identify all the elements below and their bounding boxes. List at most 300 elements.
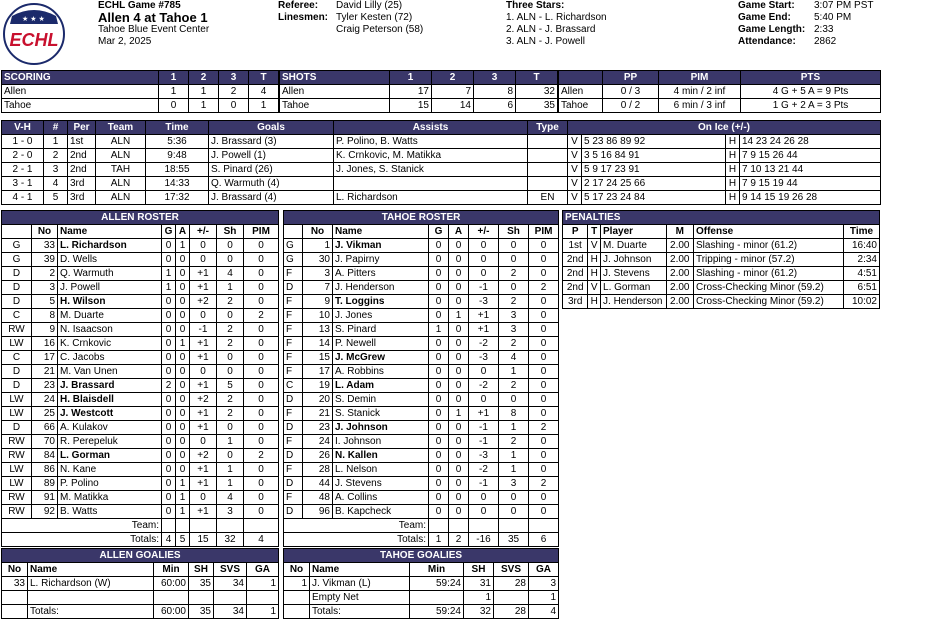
cell: 7: [432, 85, 474, 99]
cell: 0: [190, 491, 217, 505]
cell: 0: [162, 239, 176, 253]
cell: [528, 135, 568, 149]
cell: 15: [390, 99, 432, 113]
attendance: 2862: [814, 36, 837, 47]
cell: 8: [32, 309, 58, 323]
cell: 0: [429, 477, 449, 491]
col-header: P: [563, 225, 588, 239]
cell: 8: [499, 407, 529, 421]
cell: 3 - 1: [2, 177, 44, 191]
cell: 1: [249, 99, 279, 113]
game-times: [738, 0, 873, 48]
player-row: [2, 281, 279, 295]
game-date: Mar 2, 2025: [98, 36, 152, 47]
cell: 6 min / 3 inf: [659, 99, 741, 113]
player-row: [2, 337, 279, 351]
cell: 2.00: [666, 295, 693, 309]
player-row: [284, 449, 559, 463]
cell: 0: [190, 365, 217, 379]
cell: S. Pinard (26): [209, 163, 334, 177]
cell: 0: [449, 295, 469, 309]
cell: 2: [217, 295, 244, 309]
cell: H: [588, 253, 601, 267]
cell: L. Gorman: [601, 281, 667, 295]
cell: +1: [190, 351, 217, 365]
player-row: [284, 477, 559, 491]
cell: -1: [469, 477, 499, 491]
player-name: J. Stevens: [333, 477, 429, 491]
cell: 0: [469, 365, 499, 379]
cell: 4: [162, 533, 176, 547]
linesmen-label: Linesmen:: [278, 12, 329, 23]
cell: +2: [190, 449, 217, 463]
player-name: N. Kane: [58, 463, 162, 477]
svg-text:★ ★ ★: ★ ★ ★: [22, 16, 45, 23]
cell: Totals:: [28, 605, 154, 619]
cell: D: [284, 421, 303, 435]
cell: 0: [429, 267, 449, 281]
cell: 14: [303, 337, 333, 351]
allen-roster-table: [1, 210, 279, 547]
echl-logo: [2, 2, 66, 66]
cell: [247, 591, 279, 605]
cell: 1: [217, 477, 244, 491]
table-row: [559, 85, 881, 99]
cell: C: [284, 379, 303, 393]
cell: 60:00: [154, 577, 189, 591]
player-row: [2, 365, 279, 379]
cell: 0: [244, 337, 279, 351]
cell: [2, 605, 28, 619]
player-row: [284, 281, 559, 295]
tahoe-roster-title: TAHOE ROSTER: [284, 211, 559, 225]
col-header: PIM: [529, 225, 559, 239]
cell: 0: [244, 295, 279, 309]
cell: 0: [529, 267, 559, 281]
cell: -2: [469, 379, 499, 393]
cell: 2: [529, 477, 559, 491]
cell: 33: [2, 577, 28, 591]
player-row: [284, 309, 559, 323]
cell: 1: [499, 463, 529, 477]
player-name: M. Van Unen: [58, 365, 162, 379]
team-name: Allen: [280, 85, 390, 99]
cell: 0: [176, 309, 190, 323]
col-header: SH: [464, 563, 494, 577]
cell: 35: [189, 605, 214, 619]
col-header: T: [249, 71, 279, 85]
venue: Tahoe Blue Event Center: [98, 24, 210, 35]
cell: -1: [469, 281, 499, 295]
cell: 2: [217, 393, 244, 407]
cell: TAH: [96, 163, 146, 177]
cell: 0: [429, 449, 449, 463]
totals-label: Totals:: [2, 533, 162, 547]
player-row: [2, 505, 279, 519]
cell: 24: [303, 435, 333, 449]
cell: 0: [469, 393, 499, 407]
player-name: S. Demin: [333, 393, 429, 407]
cell: 0: [449, 421, 469, 435]
cell: 2:34: [844, 253, 880, 267]
cell: D: [2, 365, 32, 379]
attendance-label: Attendance:: [738, 36, 796, 47]
cell: 4 min / 2 inf: [659, 85, 741, 99]
cell: +1: [469, 323, 499, 337]
cell: 1: [162, 267, 176, 281]
cell: 0: [244, 435, 279, 449]
player-name: C. Jacobs: [58, 351, 162, 365]
team-label: Team:: [2, 519, 162, 533]
cell: 2nd: [563, 281, 588, 295]
cell: 4 - 1: [2, 191, 44, 205]
player-name: B. Watts: [58, 505, 162, 519]
cell: 0: [469, 239, 499, 253]
cell: -1: [469, 421, 499, 435]
cell: 39: [32, 253, 58, 267]
cell: 0: [176, 379, 190, 393]
cell: J. Powell (1): [209, 149, 334, 163]
cell: 3: [499, 309, 529, 323]
cell: 1: [449, 407, 469, 421]
player-name: P. Newell: [333, 337, 429, 351]
cell: C: [2, 309, 32, 323]
cell: +1: [190, 421, 217, 435]
col-header: [559, 71, 603, 85]
col-header: SH: [189, 563, 214, 577]
col-header: Per: [68, 121, 96, 135]
cell: 1: [217, 281, 244, 295]
cell: D: [284, 505, 303, 519]
game-info: [98, 0, 209, 48]
cell: +1: [190, 463, 217, 477]
team-name: Tahoe: [559, 99, 603, 113]
player-name: H. Blaisdell: [58, 393, 162, 407]
cell: 21: [303, 407, 333, 421]
cell: +1: [190, 337, 217, 351]
cell: 0: [190, 239, 217, 253]
cell: 0: [217, 449, 244, 463]
player-row: [284, 267, 559, 281]
player-row: [284, 253, 559, 267]
referee-label: Referee:: [278, 0, 319, 11]
col-header: 1: [390, 71, 432, 85]
cell: M. Duarte: [601, 239, 667, 253]
cell: 1: [162, 281, 176, 295]
cell: 2: [217, 407, 244, 421]
col-header: PIM: [244, 225, 279, 239]
cell: V: [568, 177, 582, 191]
player-name: J. Henderson: [333, 281, 429, 295]
cell: L. Richardson (W): [28, 577, 154, 591]
cell: 0: [217, 309, 244, 323]
cell: 14 23 24 26 28: [740, 135, 881, 149]
cell: LW: [2, 463, 32, 477]
cell: V: [568, 191, 582, 205]
cell: Cross-Checking Minor (59.2): [693, 281, 843, 295]
cell: 2: [529, 421, 559, 435]
cell: G: [2, 239, 32, 253]
goal-row: [2, 135, 881, 149]
cell: 0: [449, 449, 469, 463]
cell: 0: [429, 309, 449, 323]
cell: 26: [303, 449, 333, 463]
cell: 0: [162, 253, 176, 267]
col-header: M: [666, 225, 693, 239]
cell: 3: [303, 267, 333, 281]
star-2: 2. ALN - J. Brassard: [506, 24, 596, 35]
cell: H: [726, 135, 740, 149]
cell: 1st: [68, 135, 96, 149]
cell: 0: [162, 393, 176, 407]
col-header: A: [176, 225, 190, 239]
cell: 4:51: [844, 267, 880, 281]
cell: 0: [176, 407, 190, 421]
col-header: No: [32, 225, 58, 239]
player-name: Q. Warmuth: [58, 267, 162, 281]
cell: 34: [214, 577, 247, 591]
cell: 2: [32, 267, 58, 281]
cell: J. Henderson: [601, 295, 667, 309]
cell: +2: [190, 295, 217, 309]
cell: 28: [303, 463, 333, 477]
penalties-title: PENALTIES: [563, 211, 880, 225]
cell: 2 17 24 25 66: [582, 177, 726, 191]
col-header: +/-: [469, 225, 499, 239]
col-header: Goals: [209, 121, 334, 135]
cell: 10:02: [844, 295, 880, 309]
player-name: L. Nelson: [333, 463, 429, 477]
cell: V: [588, 281, 601, 295]
allen-goalies-title: ALLEN GOALIES: [2, 549, 279, 563]
cell: 4 G + 5 A = 9 Pts: [741, 85, 881, 99]
cell: 3: [499, 323, 529, 337]
cell: 59:24: [410, 605, 464, 619]
cell: [189, 591, 214, 605]
player-row: [284, 365, 559, 379]
player-name: A. Pitters: [333, 267, 429, 281]
cell: 2.00: [666, 239, 693, 253]
player-row: [2, 491, 279, 505]
cell: 0: [429, 463, 449, 477]
player-name: M. Matikka: [58, 491, 162, 505]
player-name: R. Perepeluk: [58, 435, 162, 449]
three-stars-label: Three Stars:: [506, 0, 565, 11]
cell: F: [284, 491, 303, 505]
player-row: [284, 421, 559, 435]
cell: J. Brassard (4): [209, 191, 334, 205]
cell: 2: [499, 379, 529, 393]
cell: F: [284, 407, 303, 421]
player-name: J. Powell: [58, 281, 162, 295]
cell: 3: [44, 163, 68, 177]
col-header: Name: [333, 225, 429, 239]
cell: 1: [429, 323, 449, 337]
cell: 2: [44, 149, 68, 163]
cell: F: [284, 267, 303, 281]
cell: J. Stevens: [601, 267, 667, 281]
cell: 1: [429, 533, 449, 547]
team-row: [2, 519, 279, 533]
player-row: [2, 393, 279, 407]
col-header: Name: [310, 563, 410, 577]
cell: -3: [469, 351, 499, 365]
cell: 1: [176, 337, 190, 351]
player-row: [2, 435, 279, 449]
cell: 9: [32, 323, 58, 337]
game-end: 5:40 PM: [814, 12, 852, 23]
cell: 6:51: [844, 281, 880, 295]
cell: [284, 605, 310, 619]
totals-row: [284, 533, 559, 547]
cell: 1: [247, 605, 279, 619]
cell: -3: [469, 295, 499, 309]
col-header: GA: [529, 563, 559, 577]
player-row: [284, 239, 559, 253]
cell: ALN: [96, 177, 146, 191]
player-row: [284, 463, 559, 477]
cell: 0: [162, 323, 176, 337]
col-header: Offense: [693, 225, 843, 239]
cell: 0: [449, 379, 469, 393]
player-name: T. Loggins: [333, 295, 429, 309]
cell: 0: [469, 267, 499, 281]
col-header: SVS: [214, 563, 247, 577]
cell: P. Polino, B. Watts: [334, 135, 528, 149]
cell: 19: [303, 379, 333, 393]
cell: D: [2, 421, 32, 435]
cell: 20: [303, 393, 333, 407]
cell: 3rd: [563, 295, 588, 309]
matchup-title: Allen 4 at Tahoe 1: [98, 10, 208, 25]
cell: 2nd: [563, 253, 588, 267]
cell: LW: [2, 337, 32, 351]
cell: 30: [303, 253, 333, 267]
cell: 28: [494, 577, 529, 591]
cell: 0: [449, 505, 469, 519]
cell: 0: [429, 393, 449, 407]
cell: -2: [469, 337, 499, 351]
cell: 70: [32, 435, 58, 449]
cell: G: [2, 253, 32, 267]
game-id: ECHL Game #785: [98, 0, 181, 11]
cell: -16: [469, 533, 499, 547]
cell: 1: [499, 449, 529, 463]
cell: +1: [190, 505, 217, 519]
player-name: M. Duarte: [58, 309, 162, 323]
goalie-row: [284, 591, 559, 605]
cell: H: [588, 267, 601, 281]
cell: 0: [162, 421, 176, 435]
cell: 4: [217, 491, 244, 505]
goalie-row: [284, 577, 559, 591]
penalty-row: [563, 253, 880, 267]
referee: David Lilly (25): [336, 0, 403, 11]
cell: G: [284, 253, 303, 267]
cell: 2: [449, 533, 469, 547]
cell: 0: [162, 365, 176, 379]
team-name: Allen: [2, 85, 159, 99]
cell: Tripping - minor (57.2): [693, 253, 843, 267]
cell: 1 - 0: [2, 135, 44, 149]
player-row: [284, 295, 559, 309]
col-header: G: [429, 225, 449, 239]
cell: 23: [32, 379, 58, 393]
col-header: A: [449, 225, 469, 239]
col-header: T: [588, 225, 601, 239]
table-row: [559, 99, 881, 113]
cell: 0: [162, 435, 176, 449]
cell: 1: [449, 309, 469, 323]
col-header: No: [2, 563, 28, 577]
col-header: Sh: [217, 225, 244, 239]
cell: Empty Net: [310, 591, 410, 605]
cell: 89: [32, 477, 58, 491]
col-header: On Ice (+/-): [568, 121, 881, 135]
cell: [528, 163, 568, 177]
cell: 0: [217, 421, 244, 435]
cell: 3: [499, 477, 529, 491]
cell: 0: [244, 351, 279, 365]
cell: RW: [2, 323, 32, 337]
cell: 23: [303, 421, 333, 435]
player-row: [2, 407, 279, 421]
cell: 1: [217, 463, 244, 477]
cell: 60:00: [154, 605, 189, 619]
table-row: [2, 99, 279, 113]
player-name: A. Kulakov: [58, 421, 162, 435]
cell: 0: [529, 449, 559, 463]
cell: 0: [429, 435, 449, 449]
cell: 16:40: [844, 239, 880, 253]
cell: 2: [499, 435, 529, 449]
cell: 5: [44, 191, 68, 205]
cell: 35: [499, 533, 529, 547]
col-header: GA: [247, 563, 279, 577]
cell: 1: [176, 477, 190, 491]
cell: [284, 591, 310, 605]
cell: 1: [217, 435, 244, 449]
cell: [28, 591, 154, 605]
player-name: J. Jones: [333, 309, 429, 323]
cell: 13: [303, 323, 333, 337]
cell: 28: [494, 605, 529, 619]
cell: 0: [244, 407, 279, 421]
cell: 15: [190, 533, 217, 547]
cell: 86: [32, 463, 58, 477]
cell: 0: [162, 463, 176, 477]
tahoe-roster-table: [283, 210, 559, 547]
cell: H: [726, 191, 740, 205]
cell: 0: [244, 421, 279, 435]
cell: 1: [464, 591, 494, 605]
cell: 0: [429, 351, 449, 365]
cell: 35: [189, 577, 214, 591]
cell: EN: [528, 191, 568, 205]
cell: 0: [429, 295, 449, 309]
cell: 5: [176, 533, 190, 547]
cell: D: [2, 281, 32, 295]
game-length-label: Game Length:: [738, 24, 806, 35]
cell: 0: [244, 267, 279, 281]
cell: 0: [176, 435, 190, 449]
cell: 0: [176, 421, 190, 435]
cell: 3: [32, 281, 58, 295]
cell: F: [284, 323, 303, 337]
cell: 2: [499, 267, 529, 281]
penalties-table: [562, 210, 880, 309]
col-header: 1: [159, 71, 189, 85]
